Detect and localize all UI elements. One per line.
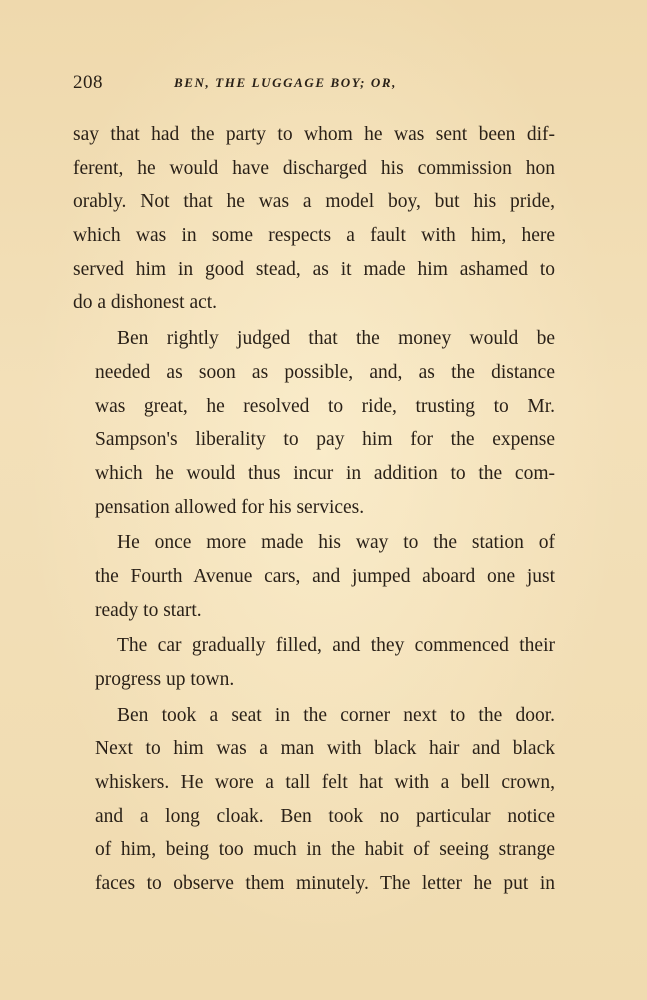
paragraph-4 xyxy=(73,629,555,696)
text-line: Ben took a seat in the corner next to the door. xyxy=(117,704,555,726)
text-line: of him, being too much in the habit of seeing strange xyxy=(95,839,555,861)
text-line: faces to observe them minutely. The letter he put in xyxy=(95,873,555,895)
text-line: whiskers. He wore a tall felt hat with a bell crown, xyxy=(95,772,555,794)
text-line: which he would thus incur in addition to the com- xyxy=(95,462,555,484)
text-line: say that had the party to whom he was sent been dif- xyxy=(73,124,555,145)
running-head xyxy=(73,72,553,98)
text-line: He once more made his way to the station of xyxy=(117,532,555,554)
text-line: which was in some respects a fault with him, here xyxy=(73,225,555,247)
text-line: pensation allowed for his services. xyxy=(95,496,365,518)
body-text xyxy=(73,118,555,903)
text-line: served him in good stead, as it made him ashamed to xyxy=(73,258,555,280)
paragraph-1 xyxy=(73,118,555,320)
text-line: ready to start. xyxy=(95,599,202,621)
paragraph-5 xyxy=(73,699,555,901)
paragraph-3 xyxy=(73,526,555,627)
paragraph-2 xyxy=(73,322,555,524)
text-line: the Fourth Avenue cars, and jumped aboard one just xyxy=(95,565,555,587)
text-line: and a long cloak. Ben took no particular notice xyxy=(95,805,555,827)
text-line: Ben rightly judged that the money would be xyxy=(117,328,555,350)
text-line: progress up town. xyxy=(95,669,235,690)
text-line: ferent, he would have discharged his commission hon xyxy=(73,157,555,179)
text-line: Sampson's liberality to pay him for the expense xyxy=(95,429,555,451)
page-number: 208 xyxy=(73,72,103,93)
text-line: needed as soon as possible, and, as the distance xyxy=(95,361,555,383)
running-title: BEN, THE LUGGAGE BOY; OR, xyxy=(174,75,397,90)
text-line: Next to him was a man with black hair and black xyxy=(95,738,555,760)
text-line: was great, he resolved to ride, trusting to Mr. xyxy=(95,395,555,417)
text-line: The car gradually filled, and they commenced their xyxy=(117,635,555,657)
text-line: orably. Not that he was a model boy, but his pride, xyxy=(73,191,555,213)
text-line: do a dishonest act. xyxy=(73,292,218,314)
